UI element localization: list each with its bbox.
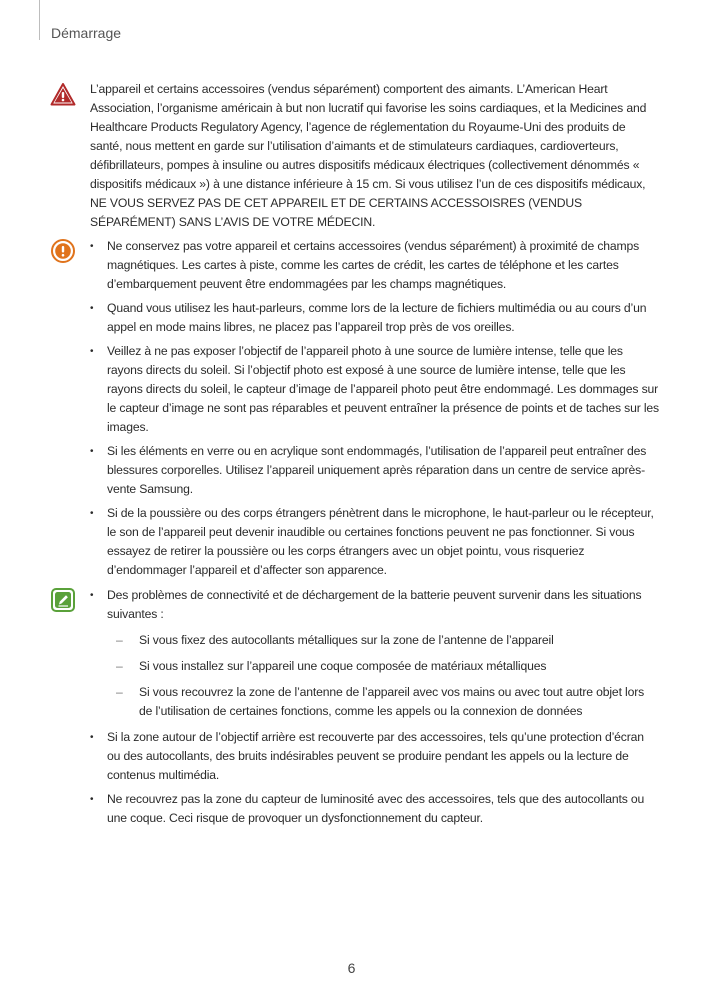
warning-text: L’appareil et certains accessoires (vendus séparément) comportent des aimants. L’American Heart Association, l’organisme américain à but non lucratif qui favorise les soins cardiaques, et la Medicines and Healthcare Products Regulatory Agency, l’agence de réglementation du Royaume-Uni des produits de santé, nous mettent en garde sur l’utilisation d’aimants et de stimulateurs cardiaques, cardioverteurs, défibrillateurs, pompes à insuline ou autres dispositifs médicaux électriques (collectivement dénommés « dispositifs médicaux ») à une distance inférieure à 15 cm. Si vous utilisez l’un de ces dispositifs médicaux, NE VOUS SERVEZ PAS DE CET APPAREIL ET DE CERTAINS ACCESSOISRES (VENDUS SÉPARÉMENT) SANS L’AVIS DE VOTRE MÉDECIN. xyxy=(90,82,647,229)
list-item: • Si de la poussière ou des corps étrangers pénètrent dans le microphone, le haut-parleur ou le récepteur, le son de l’appareil peut devenir inaudible ou certaines fonctions peuvent ne pas fonctionner. Si vous essayez de retirer la poussière ou les corps étrangers avec un objet pointu, vous risqueriez d’endommager l’appareil et d’affecter son apparence. xyxy=(90,506,654,577)
note-pencil-icon xyxy=(50,587,76,613)
caution-exclamation-icon xyxy=(50,238,76,264)
list-item: • Si les éléments en verre ou en acrylique sont endommagés, l’utilisation de l’appareil peut entraîner des blessures corporelles. Utilisez l’appareil uniquement après réparation dans un centre de service après-vente Samsung. xyxy=(90,444,647,496)
caution-list-wrapper xyxy=(90,237,660,580)
warning-paragraph xyxy=(90,80,660,232)
list-item: • Des problèmes de connectivité et de déchargement de la batterie peuvent survenir dans les situations suivantes : – Si vous fixez des autocollants métalliques sur la zone de l’antenne de l’appareil – Si vous installez sur l’appareil une coque composée de matériaux métalliques – Si vous recouvrez la zone de l’antenne de l’appareil avec vos mains ou avec tout autre objet lors de l’utilisation de certaines fonctions, comme les appels ou la connexion de données xyxy=(90,586,660,721)
list-item: • Ne recouvrez pas la zone du capteur de luminosité avec des accessoires, tels que des autocollants ou une coque. Ceci risque de provoquer un dysfonctionnement du capteur. xyxy=(90,792,645,825)
warning-triangle-icon xyxy=(50,82,76,108)
note-list xyxy=(90,586,660,828)
list-item: • Ne conservez pas votre appareil et certains accessoires (vendus séparément) à proximité de champs magnétiques. Les cartes à piste, comme les cartes de crédit, les cartes de téléphone et les cartes d’embarquement peuvent être endommagées par les champs magnétiques. xyxy=(90,239,640,291)
margin-rule xyxy=(39,0,40,40)
page-number: 6 xyxy=(347,960,356,976)
note-sublist xyxy=(107,631,660,721)
sublist-item: – Si vous recouvrez la zone de l’antenne de l’appareil avec vos mains ou avec tout autre objet lors de l’utilisation de certaines fonctions, comme les appels ou la connexion de données xyxy=(116,685,645,718)
sublist-item: – Si vous fixez des autocollants métalliques sur la zone de l’antenne de l’appareil xyxy=(116,633,554,647)
caution-list xyxy=(90,237,660,580)
sublist-item: – Si vous installez sur l’appareil une coque composée de matériaux métalliques xyxy=(116,659,547,673)
list-item: • Quand vous utilisez les haut-parleurs, comme lors de la lecture de fichiers multimédia ou au cours d’un appel en mode mains libres, ne placez pas l’appareil trop près de vos oreilles. xyxy=(90,301,647,334)
list-item: • Veillez à ne pas exposer l’objectif de l’appareil photo à une source de lumière intense, telle que les rayons directs du soleil. Si l’objectif photo est exposé à une source de lumière intense, telle que les rayons directs du soleil, le capteur d’image de l’appareil photo peut être endommagé. Les dommages sur le capteur d’image ne sont pas réparables et peuvent entraîner la présence de points et de taches sur les images. xyxy=(90,344,659,434)
caution-block xyxy=(50,237,660,585)
note-block xyxy=(50,586,660,833)
warning-block xyxy=(50,80,660,232)
section-title: Démarrage xyxy=(51,25,122,41)
list-item: • Si la zone autour de l’objectif arrière est recouverte par des accessoires, tels qu’une protection d’écran ou des autocollants, des bruits indésirables peuvent se produire pendant les appels ou la lecture de contenus multimédia. xyxy=(90,730,644,782)
note-list-wrapper xyxy=(90,586,660,828)
